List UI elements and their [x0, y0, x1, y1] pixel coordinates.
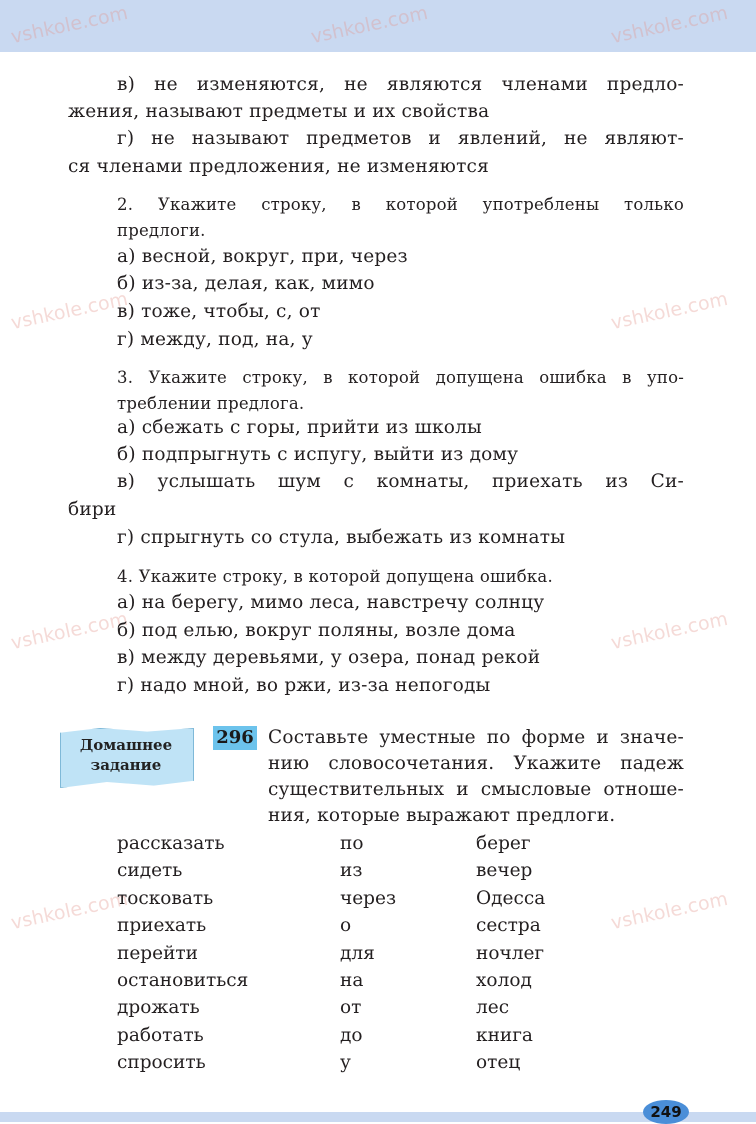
- noun-item: берег: [476, 833, 531, 854]
- preposition-item: на: [340, 970, 364, 992]
- q2-option-g: г) между, под, на, у: [117, 329, 313, 350]
- noun-item: Одесса: [476, 887, 546, 909]
- q3-option-b: б) подпрыгнуть с испугу, выйти из дому: [117, 444, 519, 465]
- prepositions-column: [340, 830, 396, 1077]
- q3-prompt-line1: 3. Укажите строку, в которой допущена ошибка в упо-: [117, 368, 684, 387]
- q4-option-v: в) между деревьями, у озера, понад рекой: [117, 647, 541, 668]
- watermark: vshkole.com: [9, 887, 130, 935]
- watermark: vshkole.com: [309, 1, 430, 49]
- nouns-column: [476, 830, 545, 1077]
- exercise-instruction-line4: ния, которые выражают предлоги.: [268, 805, 616, 826]
- verb-item: работать: [117, 1024, 204, 1046]
- watermark: vshkole.com: [9, 287, 130, 335]
- q2-prompt-line2: предлоги.: [117, 221, 206, 240]
- header-band: [0, 0, 756, 52]
- preposition-item: о: [340, 915, 352, 937]
- preposition-item: для: [340, 942, 375, 964]
- q4-option-b: б) под елью, вокруг поляны, возле дома: [117, 620, 516, 641]
- exercise-instruction-line2: нию словосочетания. Укажите падеж: [268, 753, 684, 774]
- q4-prompt: 4. Укажите строку, в которой допущена ошибка.: [117, 567, 553, 586]
- preposition-item: от: [340, 997, 362, 1019]
- verb-item: дрожать: [117, 997, 200, 1019]
- page-number-badge: 249: [643, 1100, 689, 1124]
- verb-item: перейти: [117, 942, 198, 964]
- noun-item: отец: [476, 1052, 521, 1074]
- preposition-item: у: [340, 1052, 351, 1074]
- noun-item: ночлег: [476, 942, 545, 964]
- preposition-item: через: [340, 887, 397, 909]
- q3-option-g: г) спрыгнуть со стула, выбежать из комнаты: [117, 527, 566, 548]
- q3-prompt-line2: треблении предлога.: [117, 394, 305, 413]
- q4-option-a: а) на берегу, мимо леса, навстречу солнцу: [117, 592, 545, 613]
- noun-item: вечер: [476, 860, 533, 882]
- q2-option-a: а) весной, вокруг, при, через: [117, 246, 408, 267]
- verb-item: рассказать: [117, 833, 225, 854]
- q1-option-v-line2: жения, называют предметы и их свойства: [68, 101, 490, 122]
- watermark: vshkole.com: [609, 287, 730, 335]
- q1-option-g-line1: г) не называют предметов и явлений, не являют-: [117, 128, 684, 149]
- verb-item: сидеть: [117, 860, 183, 882]
- exercise-instruction-line3: существительных и смысловые отноше-: [268, 779, 684, 800]
- exercise-instruction-line1: Составьте уместные по форме и значе-: [268, 727, 684, 748]
- watermark: vshkole.com: [609, 1, 730, 49]
- q3-option-a: а) сбежать с горы, прийти из школы: [117, 417, 482, 438]
- homework-label-line2: задание: [90, 756, 162, 774]
- q3-option-v-line1: в) услышать шум с комнаты, приехать из Си-: [117, 471, 684, 492]
- q1-option-v-line1: в) не изменяются, не являются членами предло-: [117, 74, 684, 95]
- verb-item: тосковать: [117, 887, 214, 909]
- preposition-item: по: [340, 833, 364, 854]
- q2-prompt-line1: 2. Укажите строку, в которой употреблены только: [117, 195, 684, 214]
- noun-item: лес: [476, 997, 510, 1019]
- verb-item: остановиться: [117, 970, 249, 992]
- watermark: vshkole.com: [9, 1, 130, 49]
- q4-option-g: г) надо мной, во ржи, из-за непогоды: [117, 675, 491, 696]
- exercise-number-badge: 296: [213, 726, 257, 750]
- verb-item: приехать: [117, 915, 207, 937]
- watermark: vshkole.com: [609, 607, 730, 655]
- watermark: vshkole.com: [9, 607, 130, 655]
- noun-item: книга: [476, 1024, 533, 1046]
- homework-label: [60, 735, 192, 775]
- verbs-column: [117, 830, 248, 1077]
- q2-option-b: б) из-за, делая, как, мимо: [117, 273, 375, 294]
- noun-item: холод: [476, 970, 532, 992]
- q2-option-v: в) тоже, чтобы, с, от: [117, 301, 321, 322]
- verb-item: спросить: [117, 1052, 206, 1074]
- preposition-item: до: [340, 1024, 363, 1046]
- preposition-item: из: [340, 860, 363, 882]
- homework-label-line1: Домашнее: [79, 736, 173, 754]
- q3-option-v-line2: бири: [68, 499, 117, 520]
- noun-item: сестра: [476, 915, 541, 937]
- q1-option-g-line2: ся членами предложения, не изменяются: [68, 156, 489, 177]
- watermark: vshkole.com: [609, 887, 730, 935]
